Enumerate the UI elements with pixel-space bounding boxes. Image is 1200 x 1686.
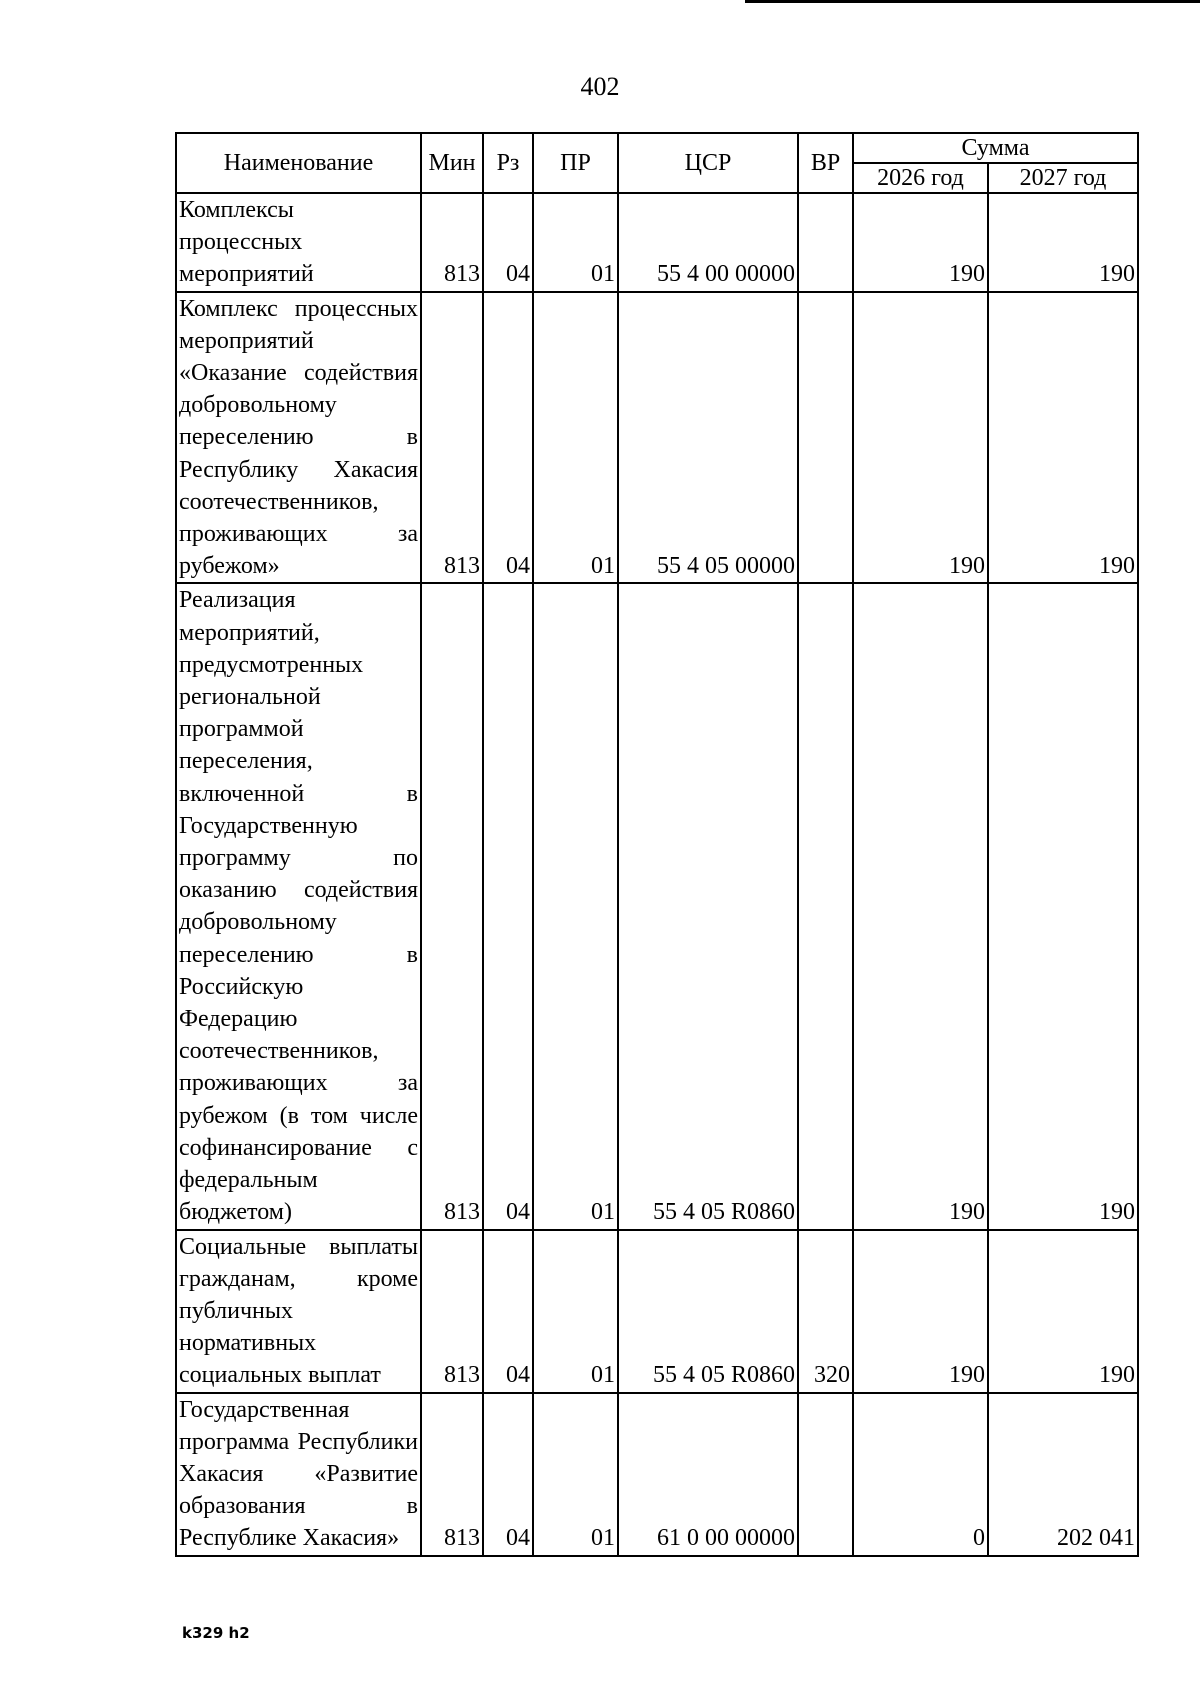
header-name: Наименование [176, 133, 421, 193]
row-rz: 04 [483, 583, 533, 1229]
page-number: 402 [580, 72, 620, 101]
row-vr: 320 [798, 1230, 853, 1393]
row-min: 813 [421, 583, 483, 1229]
row-rz: 04 [483, 1393, 533, 1556]
row-rz: 04 [483, 1230, 533, 1393]
row-sum-2027: 190 [988, 292, 1138, 584]
row-name: Комплексы процессных мероприятий [176, 193, 421, 292]
row-rz: 04 [483, 193, 533, 292]
row-sum-2026: 190 [853, 292, 988, 584]
budget-table [175, 132, 1139, 1557]
table-row [176, 292, 1138, 584]
row-min: 813 [421, 1393, 483, 1556]
row-name: Комплекс процессных мероприятий «Оказание содействия добровольному переселению в Республику Хакасия соотечественников, проживающих за рубежом» [176, 292, 421, 584]
row-sum-2026: 0 [853, 1393, 988, 1556]
header-sum: Сумма [853, 133, 1138, 163]
row-min: 813 [421, 1230, 483, 1393]
row-pr: 01 [533, 1393, 618, 1556]
header-min: Мин [421, 133, 483, 193]
row-pr: 01 [533, 292, 618, 584]
table-row [176, 1393, 1138, 1556]
row-sum-2026: 190 [853, 583, 988, 1229]
row-sum-2027: 190 [988, 583, 1138, 1229]
row-vr [798, 292, 853, 584]
header-rz: Рз [483, 133, 533, 193]
row-name: Реализация мероприятий, предусмотренных региональной программой переселения, включенной в Государственную программу по оказанию содействия добровольному переселению в Российскую Федерацию соотечественников, проживающих за рубежом (в том числе софинансирование с федеральным бюджетом) [176, 583, 421, 1229]
row-name: Государственная программа Республики Хакасия «Развитие образования в Республике Хакасия» [176, 1393, 421, 1556]
row-csr: 61 0 00 00000 [618, 1393, 798, 1556]
row-pr: 01 [533, 583, 618, 1229]
row-csr: 55 4 05 00000 [618, 292, 798, 584]
row-sum-2027: 190 [988, 1230, 1138, 1393]
footer-code: k329 h2 [182, 1624, 250, 1642]
row-pr: 01 [533, 1230, 618, 1393]
header-csr: ЦСР [618, 133, 798, 193]
row-min: 813 [421, 292, 483, 584]
row-csr: 55 4 00 00000 [618, 193, 798, 292]
row-sum-2026: 190 [853, 193, 988, 292]
row-vr [798, 193, 853, 292]
row-name: Социальные выплаты гражданам, кроме публичных нормативных социальных выплат [176, 1230, 421, 1393]
row-sum-2027: 190 [988, 193, 1138, 292]
row-pr: 01 [533, 193, 618, 292]
top-edge-rule [745, 0, 1200, 3]
header-pr: ПР [533, 133, 618, 193]
table-header-row [176, 133, 1138, 163]
row-csr: 55 4 05 R0860 [618, 1230, 798, 1393]
header-vr: ВР [798, 133, 853, 193]
row-sum-2027: 202 041 [988, 1393, 1138, 1556]
row-vr [798, 1393, 853, 1556]
table-row [176, 1230, 1138, 1393]
header-year-2027: 2027 год [988, 163, 1138, 193]
row-min: 813 [421, 193, 483, 292]
row-sum-2026: 190 [853, 1230, 988, 1393]
row-vr [798, 583, 853, 1229]
table-row [176, 583, 1138, 1229]
header-year-2026: 2026 год [853, 163, 988, 193]
row-csr: 55 4 05 R0860 [618, 583, 798, 1229]
row-rz: 04 [483, 292, 533, 584]
table-row [176, 193, 1138, 292]
